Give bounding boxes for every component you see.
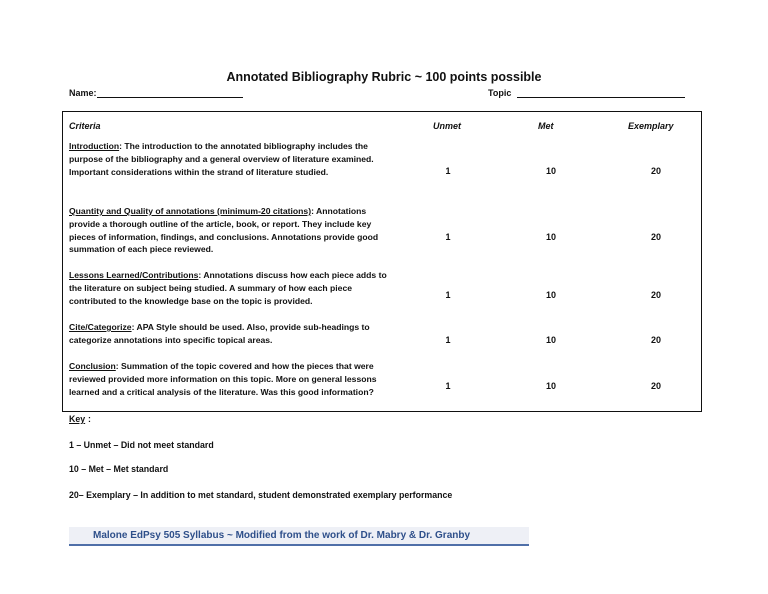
score-exemplary: 20 [650, 232, 661, 242]
criteria-quantity-quality [69, 205, 399, 256]
criteria-description: : Annotations discuss how each piece adds to the literature on subject being studied. A summary of how each piece contributed to the knowledge base on the topic is provided. [69, 270, 387, 306]
score-unmet: 1 [445, 166, 451, 176]
score-met: 10 [545, 290, 556, 300]
score-unmet: 1 [445, 232, 451, 242]
rubric-table [62, 111, 702, 412]
score-unmet: 1 [445, 381, 451, 391]
name-field [69, 88, 243, 98]
syllabus-footer [69, 527, 529, 546]
score-exemplary: 20 [650, 290, 661, 300]
criteria-label: Cite/Categorize [69, 322, 132, 332]
score-met: 10 [545, 166, 556, 176]
criteria-label: Quantity and Quality of annotations (minimum-20 citations) [69, 206, 312, 216]
header-unmet: Unmet [433, 121, 462, 131]
score-exemplary: 20 [650, 381, 661, 391]
topic-blank-line [517, 88, 685, 98]
criteria-cite-categorize [69, 321, 399, 347]
topic-label: Topic [488, 88, 512, 98]
criteria-label: Lessons Learned/Contributions [69, 270, 199, 280]
score-met: 10 [545, 335, 556, 345]
score-exemplary: 20 [650, 166, 661, 176]
key-item-unmet: 1 – Unmet – Did not meet standard [69, 440, 214, 450]
criteria-lessons-learned [69, 269, 399, 307]
criteria-description: : Summation of the topic covered and how the pieces that were reviewed provided more information on this topic. More on general lessons learned and a critical analysis of the literature. Was this good information? [69, 361, 377, 397]
criteria-introduction [69, 140, 399, 178]
score-unmet: 1 [445, 290, 451, 300]
criteria-conclusion [69, 360, 399, 398]
score-met: 10 [545, 232, 556, 242]
score-met: 10 [545, 381, 556, 391]
key-title-text: Key [69, 414, 86, 424]
key-item-exemplary: 20– Exemplary – In addition to met standard, student demonstrated exemplary performance [69, 490, 453, 500]
criteria-description: : Annotations provide a thorough outline of the article, book, or report. They include key pieces of information, findings, and conclusions. Annotations provide good summation of each piece reviewed. [69, 206, 379, 255]
header-exemplary: Exemplary [628, 121, 674, 131]
name-blank-line [97, 88, 243, 98]
footer-text: Malone EdPsy 505 Syllabus ~ Modified from the work of Dr. Mabry & Dr. Granby [93, 530, 471, 541]
key-heading [69, 414, 85, 424]
criteria-description: : APA Style should be used. Also, provide sub-headings to categorize annotations into specific topical areas. [69, 322, 370, 345]
criteria-label: Introduction [69, 141, 120, 151]
document-title: Annotated Bibliography Rubric ~ 100 points possible [226, 70, 542, 84]
key-item-met: 10 – Met – Met standard [69, 464, 169, 474]
score-exemplary: 20 [650, 335, 661, 345]
header-met: Met [538, 121, 554, 131]
header-criteria: Criteria [69, 121, 101, 131]
key-colon: : [88, 414, 91, 424]
topic-field [488, 88, 685, 98]
name-label: Name: [69, 88, 97, 98]
score-unmet: 1 [445, 335, 451, 345]
criteria-label: Conclusion [69, 361, 116, 371]
criteria-description: : The introduction to the annotated bibliography includes the purpose of the bibliography and a general overview of literature examined. Important considerations within the strand of literature studied. [69, 141, 374, 177]
